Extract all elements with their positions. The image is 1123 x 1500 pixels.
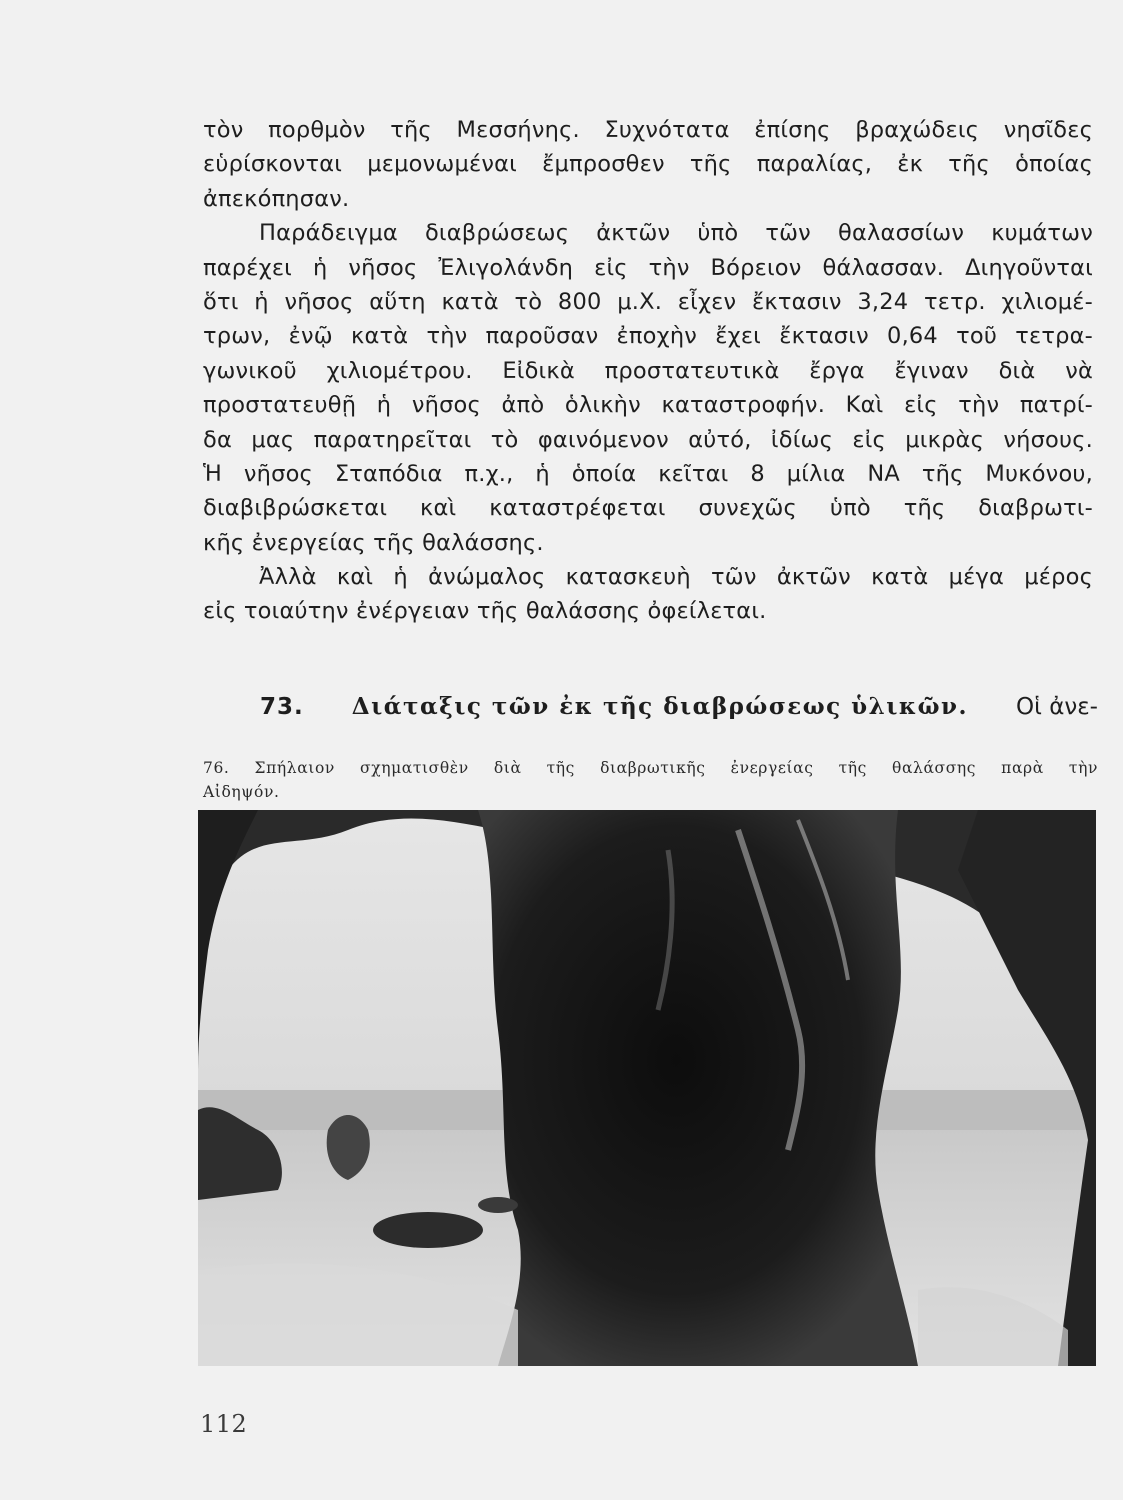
text-line: εὑρίσκονται μεμονωμέναι ἔμπροσθεν τῆς παραλίας, ἐκ τῆς ὁποίας: [203, 151, 1093, 178]
text-line: κῆς ἐνεργείας τῆς θαλάσσης.: [203, 529, 544, 556]
text-line: Παράδειγμα διαβρώσεως ἀκτῶν ὑπὸ τῶν θαλασσίων κυμάτων: [259, 220, 1093, 247]
caption-line: Αἰδηψόν.: [203, 783, 280, 801]
caption-line: 76. Σπήλαιον σχηματισθὲν διὰ τῆς διαβρωτικῆς ἐνεργείας τῆς θαλάσσης παρὰ τὴν: [203, 759, 1098, 777]
text-line: διαβιβρώσκεται καὶ καταστρέφεται συνεχῶς ὑπὸ τῆς διαβρωτι-: [203, 495, 1093, 522]
text-line: γωνικοῦ χιλιομέτρου. Εἰδικὰ προστατευτικὰ ἔργα ἔγιναν διὰ νὰ: [203, 357, 1093, 384]
page-number: 112: [200, 1410, 248, 1438]
cave-photograph: [198, 810, 1096, 1366]
text-line: τρων, ἐνῷ κατὰ τὴν παροῦσαν ἐποχὴν ἔχει ἔκτασιν 0,64 τοῦ τετρα-: [203, 323, 1093, 350]
text-line: προστατευθῇ ἡ νῆσος ἀπὸ ὁλικὴν καταστροφήν. Καὶ εἰς τὴν πατρί-: [203, 392, 1093, 419]
section-title: Διάταξις τῶν ἐκ τῆς διαβρώσεως ὑλικῶν.: [351, 693, 968, 720]
text-line: δα μας παρατηρεῖται τὸ φαινόμενον αὐτό, ἰδίως εἰς μικρὰς νήσους.: [203, 426, 1093, 453]
text-line: Ἡ νῆσος Σταπόδια π.χ., ἡ ὁποία κεῖται 8 μίλια ΝΑ τῆς Μυκόνου,: [203, 460, 1093, 487]
section-number: 73.: [260, 694, 304, 720]
text-line: ὅτι ἡ νῆσος αὕτη κατὰ τὸ 800 μ.Χ. εἶχεν ἔκτασιν 3,24 τετρ. χιλιομέ-: [203, 288, 1093, 315]
body-text: [203, 113, 1093, 629]
text-line: Ἀλλὰ καὶ ἡ ἀνώμαλος κατασκευὴ τῶν ἀκτῶν κατὰ μέγα μέρος: [259, 564, 1093, 591]
text-line: τὸν πορθμὸν τῆς Μεσσήνης. Συχνότατα ἐπίσης βραχώδεις νησῖδες: [203, 117, 1093, 143]
figure-caption: [203, 756, 1098, 804]
text-line: παρέχει ἡ νῆσος Ἐλιγολάνδη εἰς τὴν Βόρειον θάλασσαν. Διηγοῦνται: [203, 254, 1093, 281]
text-line: ἀπεκόπησαν.: [203, 185, 350, 212]
section-heading: [260, 690, 1098, 724]
text-line: εἰς τοιαύτην ἐνέργειαν τῆς θαλάσσης ὀφείλεται.: [203, 598, 767, 625]
section-continuation: Οἱ ἀνε-: [1016, 694, 1098, 720]
